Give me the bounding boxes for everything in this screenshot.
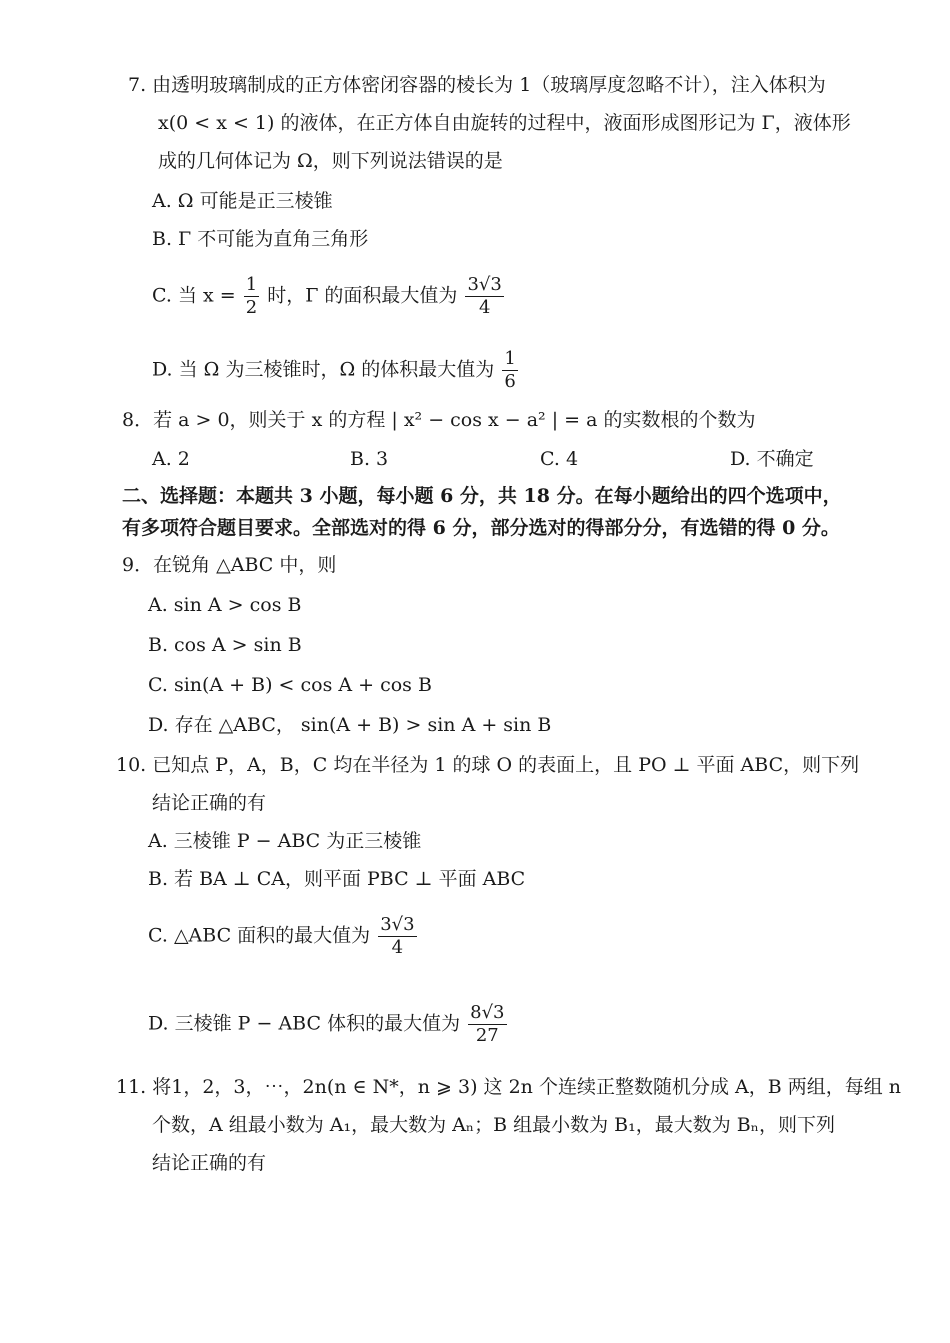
fraction-denominator: 4 — [478, 297, 491, 318]
q9-option-c: C. sin(A + B) < cos A + cos B — [148, 674, 432, 696]
q9-option-d: D. 存在 △ABC， sin(A + B) > sin A + sin B — [148, 714, 552, 736]
q7-line1: 7. 由透明玻璃制成的正方体密闭容器的棱长为 1（玻璃厚度忽略不计），注入体积为 — [128, 74, 826, 96]
section-two-header-line1: 二、选择题：本题共 3 小题，每小题 6 分，共 18 分。在每小题给出的四个选项中， — [122, 485, 842, 507]
q10-option-d-prefix: D. 三棱锥 P − ABC 体积的最大值为 — [148, 1012, 461, 1035]
fraction-numerator: 1 — [504, 348, 516, 369]
q10-line2: 结论正确的有 — [152, 792, 267, 814]
q9-stem: 9．在锐角 △ABC 中，则 — [122, 554, 337, 576]
q9-option-a: A. sin A > cos B — [148, 594, 302, 616]
q7-option-c — [152, 274, 506, 319]
q7-option-b: B. Γ 不可能为直角三角形 — [152, 228, 369, 250]
q8-option-a: A. 2 — [152, 448, 190, 470]
fraction — [244, 274, 259, 319]
q10-option-b: B. 若 BA ⊥ CA，则平面 PBC ⊥ 平面 ABC — [148, 868, 526, 890]
fraction-denominator: 27 — [475, 1025, 499, 1046]
fraction — [465, 274, 503, 319]
fraction-denominator: 4 — [391, 937, 404, 958]
q7-line3: 成的几何体记为 Ω，则下列说法错误的是 — [158, 150, 503, 172]
q8-option-c: C. 4 — [540, 448, 579, 470]
q7-option-c-middle: 时，Γ 的面积最大值为 — [267, 284, 458, 307]
fraction-numerator: 3√3 — [380, 914, 415, 935]
fraction — [502, 348, 517, 393]
q11-line1: 11. 将1，2，3，⋯，2n(n ∈ N*，n ⩾ 3) 这 2n 个连续正整数随机分成 A，B 两组，每组 n — [116, 1076, 901, 1098]
q10-line1: 10. 已知点 P，A，B，C 均在半径为 1 的球 O 的表面上，且 PO ⊥ 平面 ABC，则下列 — [116, 754, 860, 776]
q11-line3: 结论正确的有 — [152, 1152, 267, 1174]
fraction-numerator: 1 — [245, 274, 258, 295]
q9-option-b: B. cos A > sin B — [148, 634, 302, 656]
q7-option-d — [152, 348, 520, 393]
fraction — [378, 914, 416, 959]
fraction-denominator: 2 — [245, 297, 258, 318]
section-two-header-line2: 有多项符合题目要求。全部选对的得 6 分，部分选对的得部分分，有选错的得 0 分。 — [122, 517, 840, 539]
q7-option-a: A. Ω 可能是正三棱锥 — [152, 190, 333, 212]
q10-option-c — [148, 914, 419, 959]
q7-option-c-prefix: C. 当 x = — [152, 284, 236, 307]
q10-option-c-prefix: C. △ABC 面积的最大值为 — [148, 924, 371, 947]
q10-option-a: A. 三棱锥 P − ABC 为正三棱锥 — [148, 830, 422, 852]
q7-option-d-prefix: D. 当 Ω 为三棱锥时，Ω 的体积最大值为 — [152, 358, 495, 381]
fraction-numerator: 3√3 — [467, 274, 502, 295]
fraction — [468, 1002, 506, 1047]
q8-option-b: B. 3 — [350, 448, 389, 470]
fraction-numerator: 8√3 — [470, 1002, 505, 1023]
q8-option-d: D. 不确定 — [730, 448, 814, 470]
q11-line2: 个数，A 组最小数为 A₁，最大数为 Aₙ；B 组最小数为 B₁，最大数为 Bₙ，则下列 — [152, 1114, 835, 1136]
q10-option-d — [148, 1002, 509, 1047]
q7-line2: x(0 < x < 1) 的液体，在正方体自由旋转的过程中，液面形成图形记为 Γ，液体形 — [158, 112, 851, 134]
fraction-denominator: 6 — [504, 371, 516, 392]
q8-stem: 8．若 a > 0，则关于 x 的方程 | x² − cos x − a² | = a 的实数根的个数为 — [122, 409, 756, 431]
